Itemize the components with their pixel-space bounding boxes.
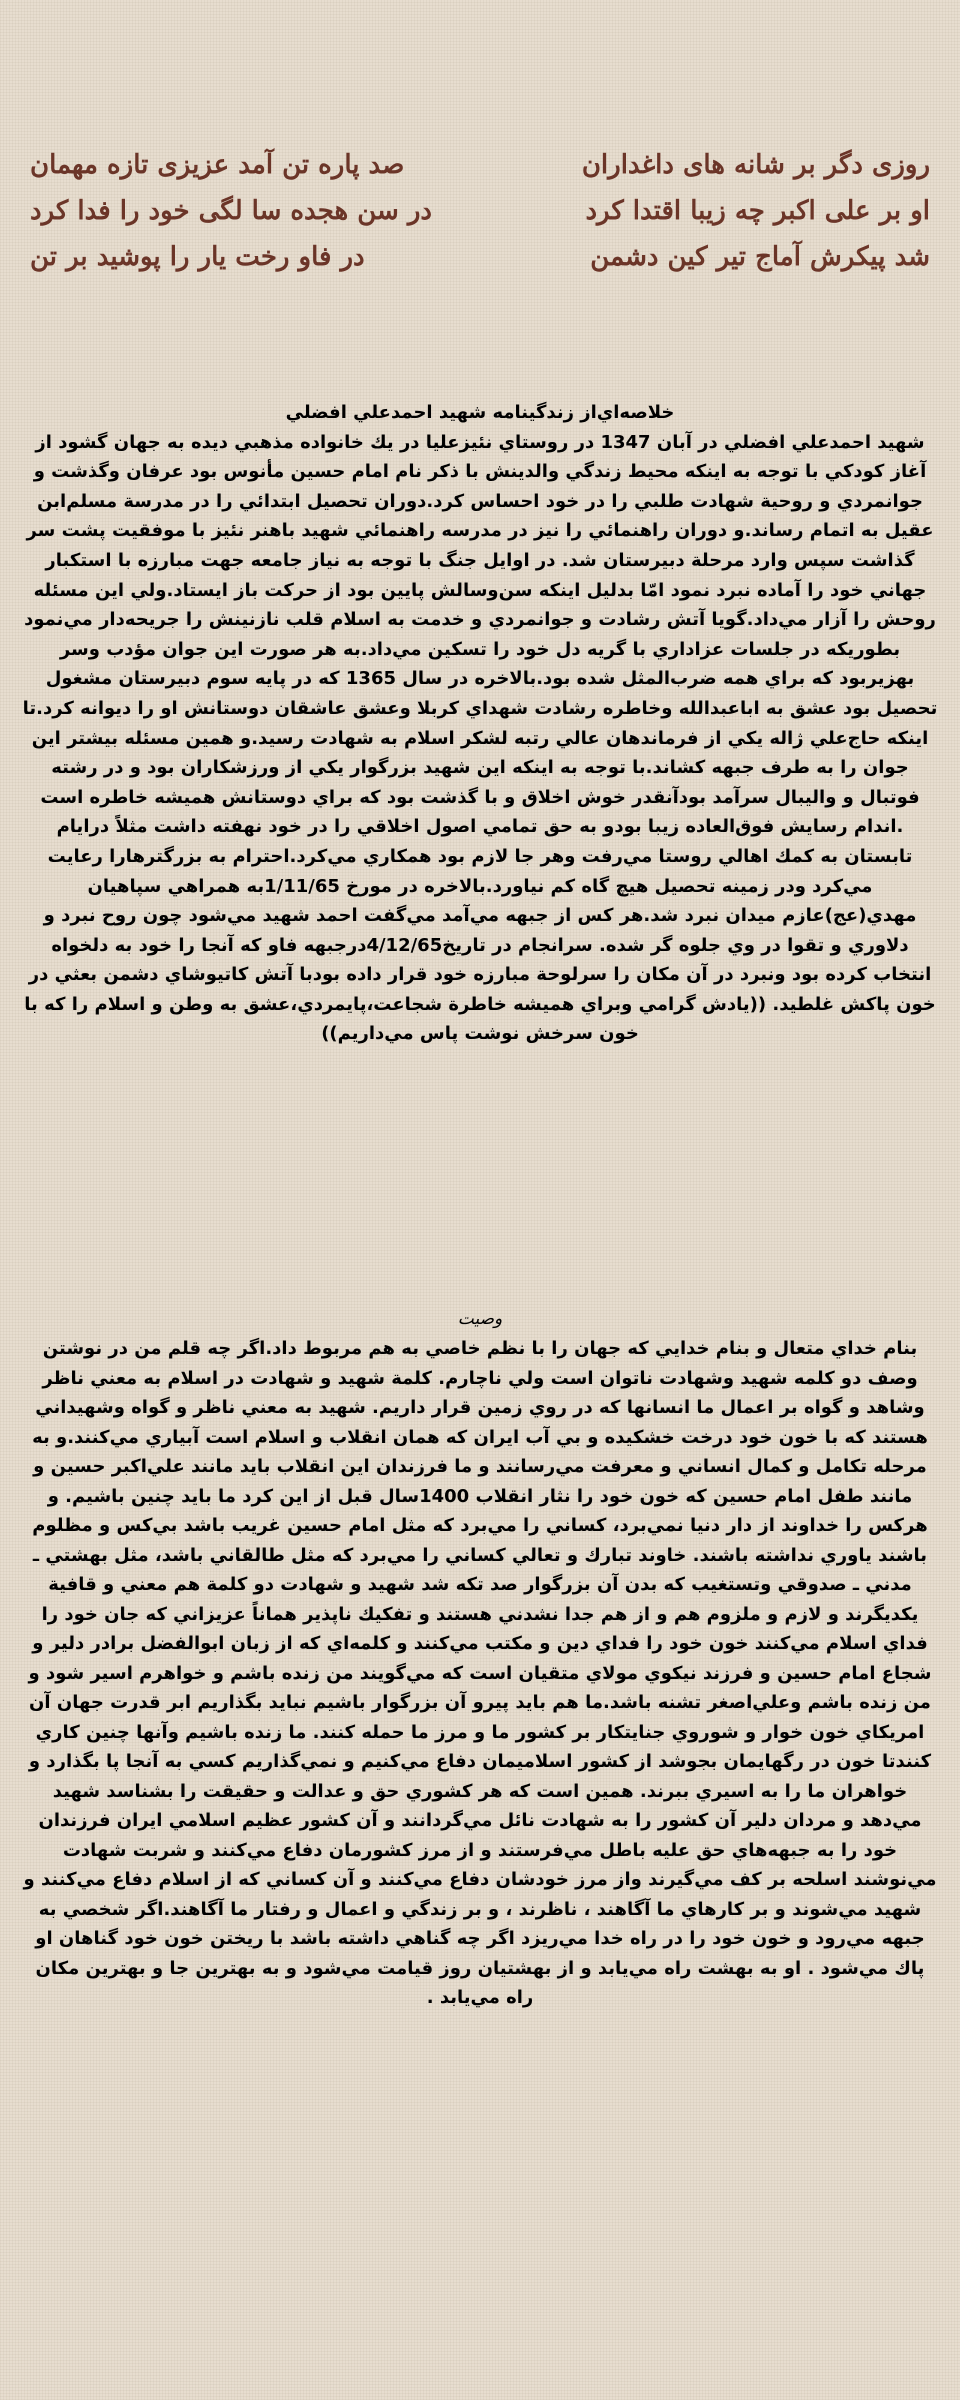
poem-block — [30, 142, 930, 280]
poem-hemistich-left: صد پاره تن آمد عزیزی تازه مهمان — [30, 150, 405, 180]
poem-hemistich-right: روزی دگر بر شانه های داغداران — [581, 150, 930, 180]
will-section — [20, 1304, 940, 2013]
biography-title: خلاصه‌اي‌از زندگينامه شهيد احمدعلي افضلي — [285, 402, 675, 423]
poem-line — [30, 234, 930, 280]
poem-hemistich-right: او بر علی اکبر چه زیبا اقتدا کرد — [585, 196, 930, 226]
biography-text: شهيد احمدعلي افضلي در آبان 1347 در روستاي نئيزعليا در يك خانواده مذهبي ديده به جهان گشود از آغاز كودكي با توجه به اينكه محيط زندگي والدينش با ذكر نام امام حسين مأنوس بود عرفان وگذشت و جوانمردي و روحية شهادت طلبي را در خود احساس كرد.دوران تحصيل ابتدائي را در مدرسة مسلم‌ابن عقيل به اتمام رساند.و دوران راهنمائي را نيز در مدرسه راهنمائي شهيد باهنر نئيز با موفقيت پشت سر گذاشت سپس وارد مرحلة دبيرستان شد. در اوايل جنگ با توجه به نياز جامعه جهت مبارزه با استكبار جهاني خود را آماده نبرد نمود امّا بدليل اينكه سن‌وسالش پايين بود از حركت باز ايستاد.ولي اين مسئله روحش را آزار مي‌داد.گويا آتش رشادت و جوانمردي و خدمت به اسلام قلب نازنينش را جريحه‌دار مي‌نمود بطوريكه در جلسات عزاداري با گريه دل خود را تسكين مي‌داد.به هر صورت اين جوان مؤدب وسر بهزيربود كه براي همه ضرب‌المثل شده بود.بالاخره در سال 1365 كه در پايه سوم دبيرستان مشغول تحصيل بود عشق به اباعبدالله وخاطره رشادت شهداي كربلا وعشق عاشقان دوستانش او را ديوانه كرد.تا اينكه حاج‌علي ژاله يكي از فرماندهان عالي رتبه لشكر اسلام به شهادت رسيد.و همين مسئله بيشتر اين جوان را به طرف جبهه كشاند.با توجه به اينكه اين شهيد بزرگوار يكي از ورزشكاران بود و در رشته فوتبال و واليبال سرآمد بودآنقدر خوش اخلاق و با گذشت بود كه براي دوستانش هميشه خاطره است .اندام رسايش فوق‌العاده زيبا بودو به حق تمامي اصول اخلاقي را در خود نهفته داشت مثلاً درايام تابستان به كمك اهالي روستا مي‌رفت وهر جا لازم بود همكاري مي‌كرد.احترام به بزرگترهارا رعايت مي‌كرد ودر زمينه تحصيل هيچ گاه كم نياورد.بالاخره در مورخ 1/11/65به همراهي سپاهيان مهدي(عج)عازم ميدان نبرد شد.هر كس از جبهه مي‌آمد مي‌گفت احمد شهيد مي‌شود چون روح نبرد و دلاوري و تقوا در وي جلوه گر شده. سرانجام در تاريخ4/12/65درجبهه فاو كه آنجا را خود به دلخواه انتخاب كرده بود ونبرد در آن مكان را سرلوحة مبارزه خود قرار داده بودبا آتش كاتيوشاي دشمن بعثي در خون پاكش غلطيد. ((يادش گرامي وبراي هميشه خاطرة شجاعت،پايمردي،عشق به وطن و اسلام را كه با خون سرخش نوشت پاس مي‌داريم)) — [22, 431, 938, 1045]
will-text: بنام خداي متعال و بنام خدايي كه جهان را با نظم خاصي به هم مربوط داد.اگر چه قلم من در نوشتن وصف دو كلمه شهيد وشهادت ناتوان است ولي ناچارم. كلمة شهيد و شهادت در اسلام به معني ناظر وشاهد و گواه بر اعمال ما انسانها كه در روي زمين قرار داريم. شهيد به معني ناظر و گواه وشهيداني هستند كه با خون خود درخت خشكيده و بي آب ايران كه همان انقلاب و اسلام است آبياري مي‌كنند.و به مرحله تكامل و كمال انساني و معرفت مي‌رسانند و ما فرزندان اين انقلاب بايد مانند علي‌اكبر حسين و مانند طفل امام حسين كه خون خود را نثار انقلاب 1400سال قبل از اين كرد ما بايد چنين باشيم. و هركس را خداوند از دار دنيا نمي‌برد، كساني را مي‌برد كه مثل امام حسين غريب باشد بي‌كس و مظلوم باشند ياوري نداشته باشند. خاوند تبارك و تعالي كساني را مي‌برد كه مثل طالقاني باشد، مثل بهشتي ـ مدني ـ صدوقي وتستغيب كه بدن آن بزرگوار صد تكه شد شهيد و شهادت دو كلمة هم معني و قافية يكديگرند و لازم و ملزوم هم و از هم جدا نشدني هستند و تفكيك ناپذير هماناً عزيزاني كه جان خود را فداي اسلام مي‌كنند خون خود را فداي دين و مكتب مي‌كنند و كلمه‌اي كه از زبان ابوالفضل برادر دلير و شجاع امام حسين و فرزند نيكوي مولاي متقيان است كه مي‌گويند من زنده باشم و خواهرم اسير شود و من زنده باشم وعلي‌اصغر تشنه باشد.ما هم بايد پيرو آن بزرگوار باشيم نبايد بگذاريم ابر قدرت جهان آن امريكاي خون خوار و شوروي جنايتكار بر كشور ما و مرز ما حمله كنند. ما زنده باشيم وآنها چنين كاري كنندتا خون در رگهايمان بجوشد از كشور اسلاميمان دفاع مي‌كنيم و نمي‌گذاريم كسي به آنجا پا بگذارد و خواهران ما را به اسيري ببرند. همين است كه هر كشوري حق و عدالت و حقيقت را بشناسد شهيد مي‌دهد و مردان دلير آن كشور را به شهادت نائل مي‌گردانند و آن كشور عظيم اسلامي ايران فرزندان خود را به جبهه‌هاي حق عليه باطل مي‌فرستند و از مرز كشورمان دفاع مي‌كنند و شربت شهادت مي‌نوشند اسلحه بر كف مي‌گيرند واز مرز خودشان دفاع مي‌كنند و آن كساني كه از اسلام دفاع مي‌كنند و شهيد مي‌شوند و بر كارهاي ما آگاهند ، ناظرند ، و بر زندگي و اعمال و رفتار ما آگاهند.اگر شخصي به جبهه مي‌رود و خون خود را در راه خدا مي‌ريزد اگر چه گناهي داشته باشد با ريختن خون خود گناهان او پاك مي‌شود . او به بهشت راه مي‌يابد و از بهشتيان روز قيامت مي‌شود و به بهترين جا و بهترين مكان راه مي‌يابد . — [23, 1338, 937, 2008]
poem-hemistich-right: شد پیکرش آماج تیر کین دشمن — [590, 242, 930, 272]
poem-hemistich-left: در سن هجده سا لگی خود را فدا کرد — [30, 196, 433, 226]
will-heading: وصيت — [457, 1309, 503, 1329]
poem-line — [30, 142, 930, 188]
poem-hemistich-left: در فاو رخت یار را پوشید بر تن — [30, 242, 365, 272]
poem-line — [30, 188, 930, 234]
biography-section — [20, 398, 940, 1049]
